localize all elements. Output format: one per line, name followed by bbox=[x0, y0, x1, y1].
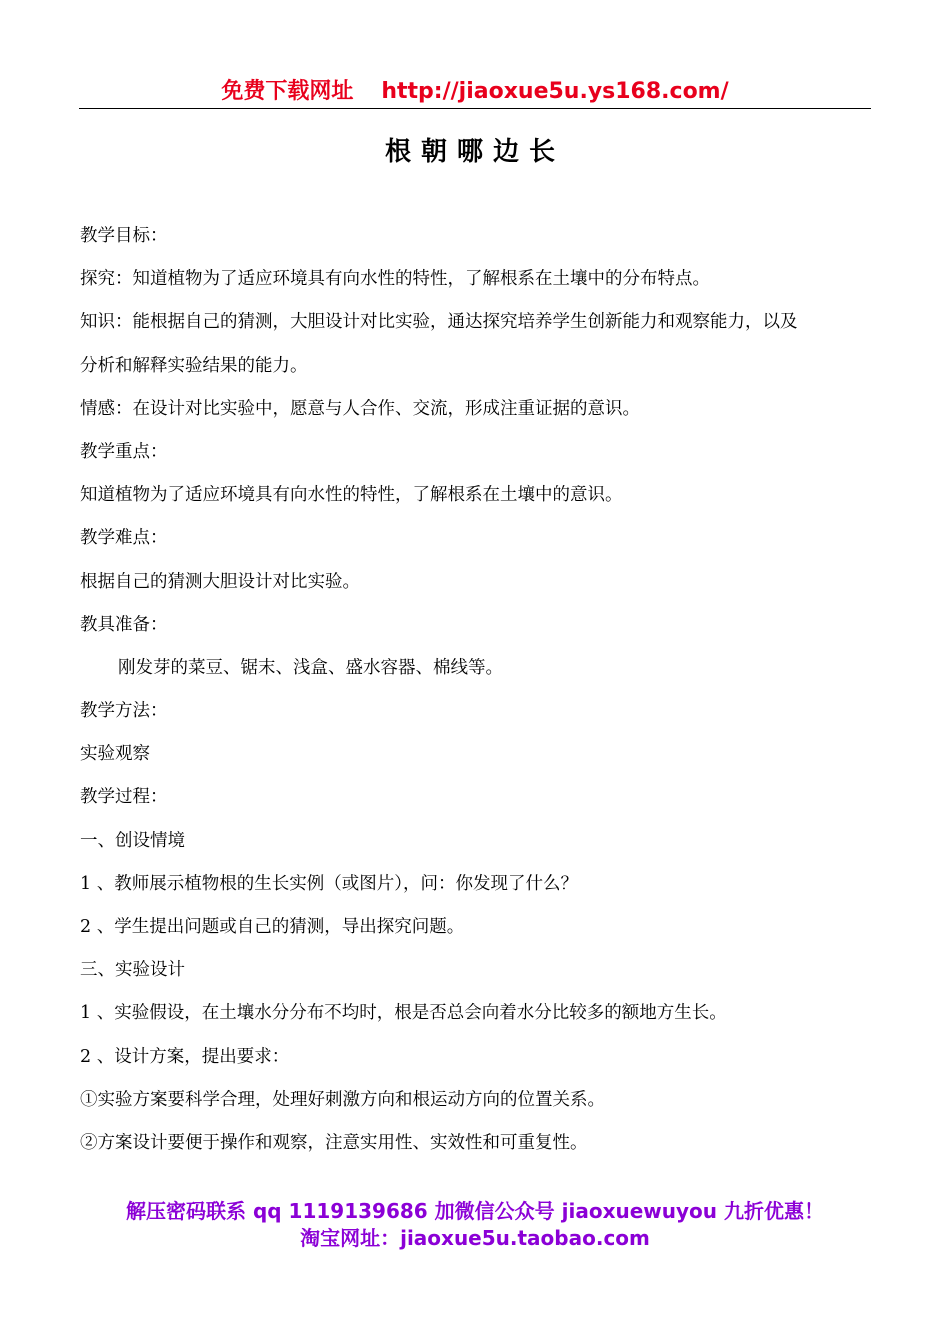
list-item: 2 、学生提出问题或自己的猜测，导出探究问题。 bbox=[80, 917, 465, 937]
section-heading-materials: 教具准备： bbox=[80, 614, 168, 635]
paragraph-line: 分析和解释实验结果的能力。 bbox=[80, 355, 308, 376]
download-label: 免费下载网址 bbox=[221, 79, 354, 104]
list-item: 2 、设计方案，提出要求： bbox=[80, 1046, 290, 1067]
paragraph-line: 实验观察 bbox=[80, 744, 150, 765]
paragraph-line: 知道植物为了适应环境具有向水性的特性，了解根系在土壤中的意识。 bbox=[80, 485, 623, 506]
subsection-heading: 一、创设情境 bbox=[80, 830, 185, 851]
paragraph-line: 情感：在设计对比实验中，愿意与人合作、交流，形成注重证据的意识。 bbox=[80, 398, 640, 419]
promo-footer bbox=[79, 1197, 871, 1251]
paragraph-line: 知识：能根据自己的猜测，大胆设计对比实验，通达探究培养学生创新能力和观察能力，以及 bbox=[80, 312, 798, 333]
paragraph-line: 刚发芽的菜豆、锯末、浅盒、盛水容器、棉线等。 bbox=[118, 657, 503, 678]
header-divider bbox=[79, 108, 871, 109]
list-item: 1 、教师展示植物根的生长实例（或图片），问：你发现了什么？ bbox=[80, 873, 578, 894]
section-heading-process: 教学过程： bbox=[80, 787, 168, 808]
page-title: 根朝哪边长 bbox=[384, 137, 565, 167]
section-heading-methods: 教学方法： bbox=[80, 701, 168, 722]
download-header bbox=[79, 78, 871, 106]
section-heading-objectives: 教学目标： bbox=[80, 226, 168, 246]
document-body bbox=[80, 223, 880, 1173]
list-item: ①实验方案要科学合理，处理好刺激方向和根运动方向的位置关系。 bbox=[80, 1089, 605, 1110]
paragraph-line: 根据自己的猜测大胆设计对比实验。 bbox=[80, 571, 360, 592]
subsection-heading: 三、实验设计 bbox=[80, 960, 185, 981]
section-heading-key-points: 教学重点： bbox=[80, 441, 168, 462]
list-item: ②方案设计要便于操作和观察，注意实用性、实效性和可重复性。 bbox=[80, 1132, 588, 1153]
list-item: 1 、实验假设，在土壤水分分布不均时，根是否总会向着水分比较多的额地方生长。 bbox=[80, 1003, 727, 1024]
download-url-link[interactable]: http://jiaoxue5u.ys168.com/ bbox=[381, 79, 729, 104]
paragraph-line: 探究：知道植物为了适应环境具有向水性的特性，了解根系在土壤中的分布特点。 bbox=[80, 269, 710, 290]
footer-contact-line: 解压密码联系 qq 1119139686 加微信公众号 jiaoxuewuyou 九折优惠！ bbox=[126, 1199, 824, 1223]
footer-taobao-link[interactable]: 淘宝网址：jiaoxue5u.taobao.com bbox=[300, 1226, 650, 1250]
section-heading-difficulties: 教学难点： bbox=[80, 528, 168, 549]
